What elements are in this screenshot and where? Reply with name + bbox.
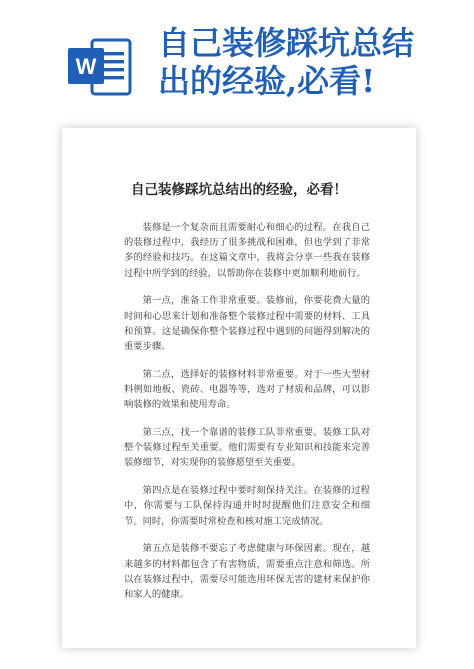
paragraph-point-5: 第五点是装修不要忘了考虑健康与环保因素。现在，越来越多的材料都包含了有害物质，需要重点注意和筛选。所以在装修过程中，需要尽可能选用环保无害的建材来保护你和家人的健康。 bbox=[124, 543, 370, 601]
paragraph-point-1: 第一点，准备工作非常重要。装修前，你要花费大量的时间和心思来计划和准备整个装修过程中需要的材料、工具和预算。这是确保你整个装修过程中遇到的问题得到解决的重要步骤。 bbox=[124, 295, 370, 353]
paragraph-intro: 装修是一个复杂而且需要耐心和细心的过程。在我自己的装修过程中，我经历了很多挑战和困难，但也学到了非常多的经验和技巧。在这篇文章中，我将会分享一些我在装修过程中所学到的经验，以帮助你在装修中更加顺利地前行。 bbox=[124, 222, 370, 279]
banner bbox=[0, 0, 474, 130]
banner-title-line-2: 出的经验,必看! bbox=[158, 62, 376, 100]
document-page bbox=[62, 128, 416, 648]
document-title: 自己装修踩坑总结出的经验，必看！ bbox=[131, 182, 347, 198]
banner-title-line-1: 自己装修踩坑总结 bbox=[158, 24, 415, 62]
word-icon-letter: W bbox=[75, 54, 97, 79]
word-document-icon bbox=[66, 36, 132, 98]
paragraph-point-4: 第四点是在装修过程中要时刻保持关注。在装修的过程中，你需要与工队保持沟通并时时提醒他们注意安全和细节。同时，你需要时常检查和核对施工完成情况。 bbox=[124, 485, 370, 527]
paragraph-point-3: 第三点，找一个靠谱的装修工队非常重要。装修工队对整个装修过程至关重要。他们需要有专业知识和技能来完善装修细节，对实现你的装修愿望至关重要。 bbox=[124, 427, 370, 469]
banner-title bbox=[158, 24, 458, 100]
document-body bbox=[124, 220, 370, 615]
paragraph-point-2: 第二点，选择好的装修材料非常重要。对于一些大型材料例如地板、瓷砖、电器等等，选对了材质和品牌，可以影响装修的效果和使用寿命。 bbox=[124, 368, 370, 411]
